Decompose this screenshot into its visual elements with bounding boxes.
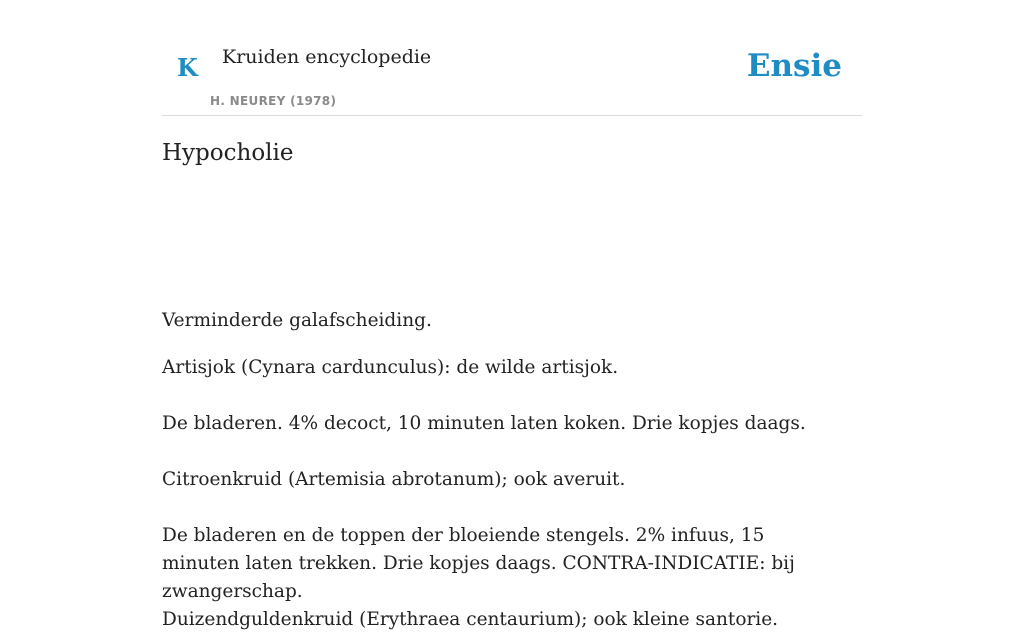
- article-paragraph: Artisjok (Cynara cardunculus): de wilde artisjok.: [162, 357, 619, 378]
- source-author: H. NEUREY (1978): [210, 94, 337, 108]
- ensie-logo[interactable]: Ensie: [746, 48, 842, 84]
- source-header: [162, 0, 862, 116]
- article-paragraph: Duizendguldenkruid (Erythraea centaurium); ook kleine santorie.: [162, 609, 779, 630]
- article-paragraph: De bladeren. 4% decoct, 10 minuten laten koken. Drie kopjes daags.: [162, 413, 806, 434]
- article-paragraph: Verminderde galafscheiding.: [162, 310, 432, 331]
- article-paragraph: Citroenkruid (Artemisia abrotanum); ook averuit.: [162, 469, 626, 490]
- source-title-link[interactable]: Kruiden encyclopedie: [222, 46, 432, 68]
- article-paragraph: De bladeren en de toppen der bloeiende stengels. 2% infuus, 15 minuten laten trekken. Drie kopjes daags. CONTRA-INDICATIE: bij zwangerschap.: [162, 525, 795, 602]
- article-title: Hypocholie: [162, 140, 294, 166]
- page-container: [162, 0, 862, 630]
- source-logo[interactable]: K: [177, 53, 198, 82]
